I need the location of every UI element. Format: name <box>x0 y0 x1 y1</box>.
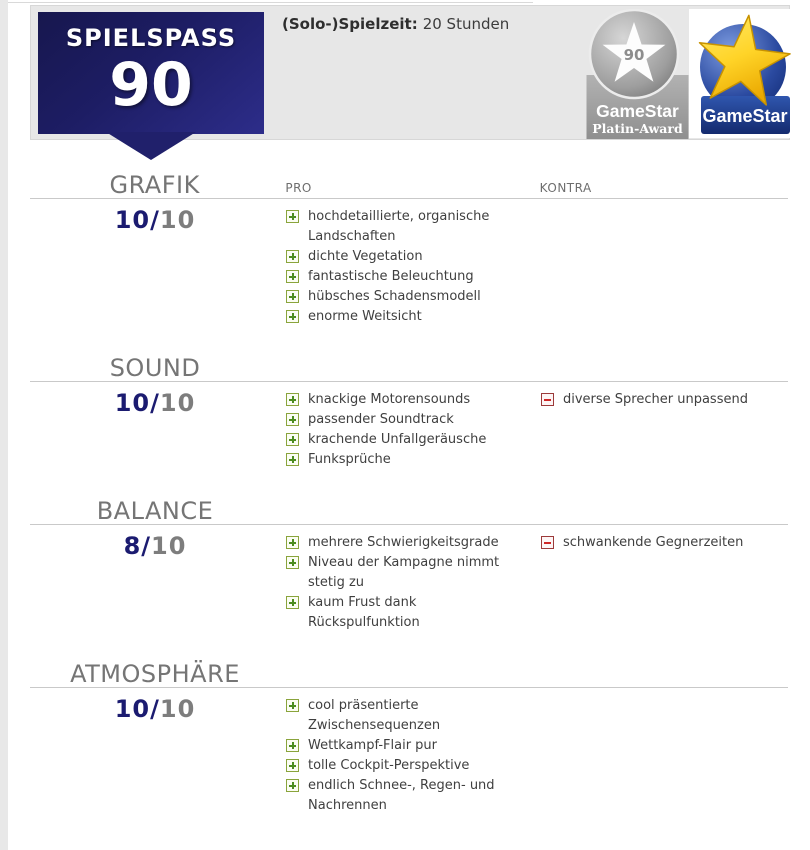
pro-item: dichte Vegetation <box>286 247 535 267</box>
score-max: 10 <box>159 206 196 234</box>
plus-icon <box>286 779 299 792</box>
section-body <box>30 382 788 470</box>
pro-item: knackige Motorensounds <box>286 390 535 410</box>
section-score <box>30 696 280 816</box>
plus-icon <box>286 699 299 712</box>
pro-list <box>280 696 535 816</box>
section-header-row <box>30 170 788 199</box>
section-score <box>30 207 280 327</box>
pro-item: cool präsentierte Zwischensequenzen <box>286 696 535 736</box>
pro-item: Niveau der Kampagne nimmt stetig zu <box>286 553 535 593</box>
score-max: 10 <box>151 532 187 560</box>
pro-item: Funksprüche <box>286 450 535 470</box>
pro-item: kaum Frust dank Rückspulfunktion <box>286 593 535 633</box>
plus-icon <box>286 453 299 466</box>
plus-icon <box>286 596 299 609</box>
pro-item: hübsches Schadensmodell <box>286 287 535 307</box>
plus-icon <box>286 250 299 263</box>
score-max: 10 <box>159 389 196 417</box>
plus-icon <box>286 433 299 446</box>
pro-list <box>280 207 535 327</box>
score-value: 10 <box>114 206 151 234</box>
plus-icon <box>286 270 299 283</box>
section-title: ATMOSPHÄRE <box>70 660 240 688</box>
spielspass-label: SPIELSPASS <box>65 24 237 52</box>
plus-icon <box>286 536 299 549</box>
pro-item: krachende Unfallgeräusche <box>286 430 535 450</box>
minus-icon <box>541 393 554 406</box>
top-divider-line <box>8 2 533 3</box>
spielspass-badge <box>38 12 264 134</box>
section-body <box>30 525 788 633</box>
platin-award-badge-icon <box>586 9 689 140</box>
score-separator: / <box>141 532 152 560</box>
section-balance <box>30 496 788 633</box>
kontra-list <box>535 207 784 327</box>
plus-icon <box>286 556 299 569</box>
kontra-list <box>535 533 784 633</box>
plus-icon <box>286 210 299 223</box>
score-separator: / <box>150 206 160 234</box>
pro-item: fantastische Beleuchtung <box>286 267 535 287</box>
page-left-margin <box>0 0 8 850</box>
kontra-item: diverse Sprecher unpassend <box>541 390 784 410</box>
section-atmosphaere <box>30 659 788 816</box>
gamestar-brand: GameStar <box>702 106 788 126</box>
pro-item: hochdetaillierte, organische Landschaften <box>286 207 535 247</box>
badge-arrow-down-icon <box>106 132 196 160</box>
section-title: SOUND <box>109 354 201 382</box>
section-grafik <box>30 170 788 327</box>
score-value: 10 <box>114 695 151 723</box>
pro-item: tolle Cockpit-Perspektive <box>286 756 535 776</box>
plus-icon <box>286 310 299 323</box>
kontra-column-header: KONTRA <box>539 181 592 195</box>
platin-brand: GameStar <box>596 101 679 121</box>
pro-item: endlich Schnee-, Regen- und Nachrennen <box>286 776 535 816</box>
gamestar-logo-icon <box>689 9 791 138</box>
platin-score: 90 <box>623 46 645 64</box>
overall-score: 90 <box>109 50 193 120</box>
platin-award-name: Platin-Award <box>592 121 683 136</box>
plus-icon <box>286 739 299 752</box>
score-max: 10 <box>159 695 196 723</box>
section-title: BALANCE <box>96 497 214 525</box>
score-header <box>30 5 790 140</box>
score-value: 10 <box>114 389 151 417</box>
rating-sections <box>30 170 788 816</box>
section-body <box>30 688 788 816</box>
pro-item: mehrere Schwierigkeitsgrade <box>286 533 535 553</box>
kontra-list <box>535 696 784 816</box>
pro-column-header: PRO <box>285 181 312 195</box>
section-body <box>30 199 788 327</box>
pro-item: enorme Weitsicht <box>286 307 535 327</box>
plus-icon <box>286 759 299 772</box>
section-sound <box>30 353 788 470</box>
section-score <box>30 390 280 470</box>
playtime-info <box>282 15 509 33</box>
plus-icon <box>286 290 299 303</box>
kontra-item: schwankende Gegnerzeiten <box>541 533 784 553</box>
score-separator: / <box>150 389 160 417</box>
section-header-row <box>30 496 788 525</box>
playtime-value: 20 Stunden <box>422 15 510 33</box>
pro-list <box>280 390 535 470</box>
section-header-row <box>30 353 788 382</box>
section-header-row <box>30 659 788 688</box>
section-title: GRAFIK <box>109 171 200 199</box>
playtime-label: (Solo-)Spielzeit: <box>282 15 418 33</box>
pro-list <box>280 533 535 633</box>
plus-icon <box>286 393 299 406</box>
pro-item: Wettkampf-Flair pur <box>286 736 535 756</box>
score-value: 8 <box>123 532 142 560</box>
minus-icon <box>541 536 554 549</box>
score-separator: / <box>150 695 160 723</box>
pro-item: passender Soundtrack <box>286 410 535 430</box>
kontra-list <box>535 390 784 470</box>
plus-icon <box>286 413 299 426</box>
section-score <box>30 533 280 633</box>
